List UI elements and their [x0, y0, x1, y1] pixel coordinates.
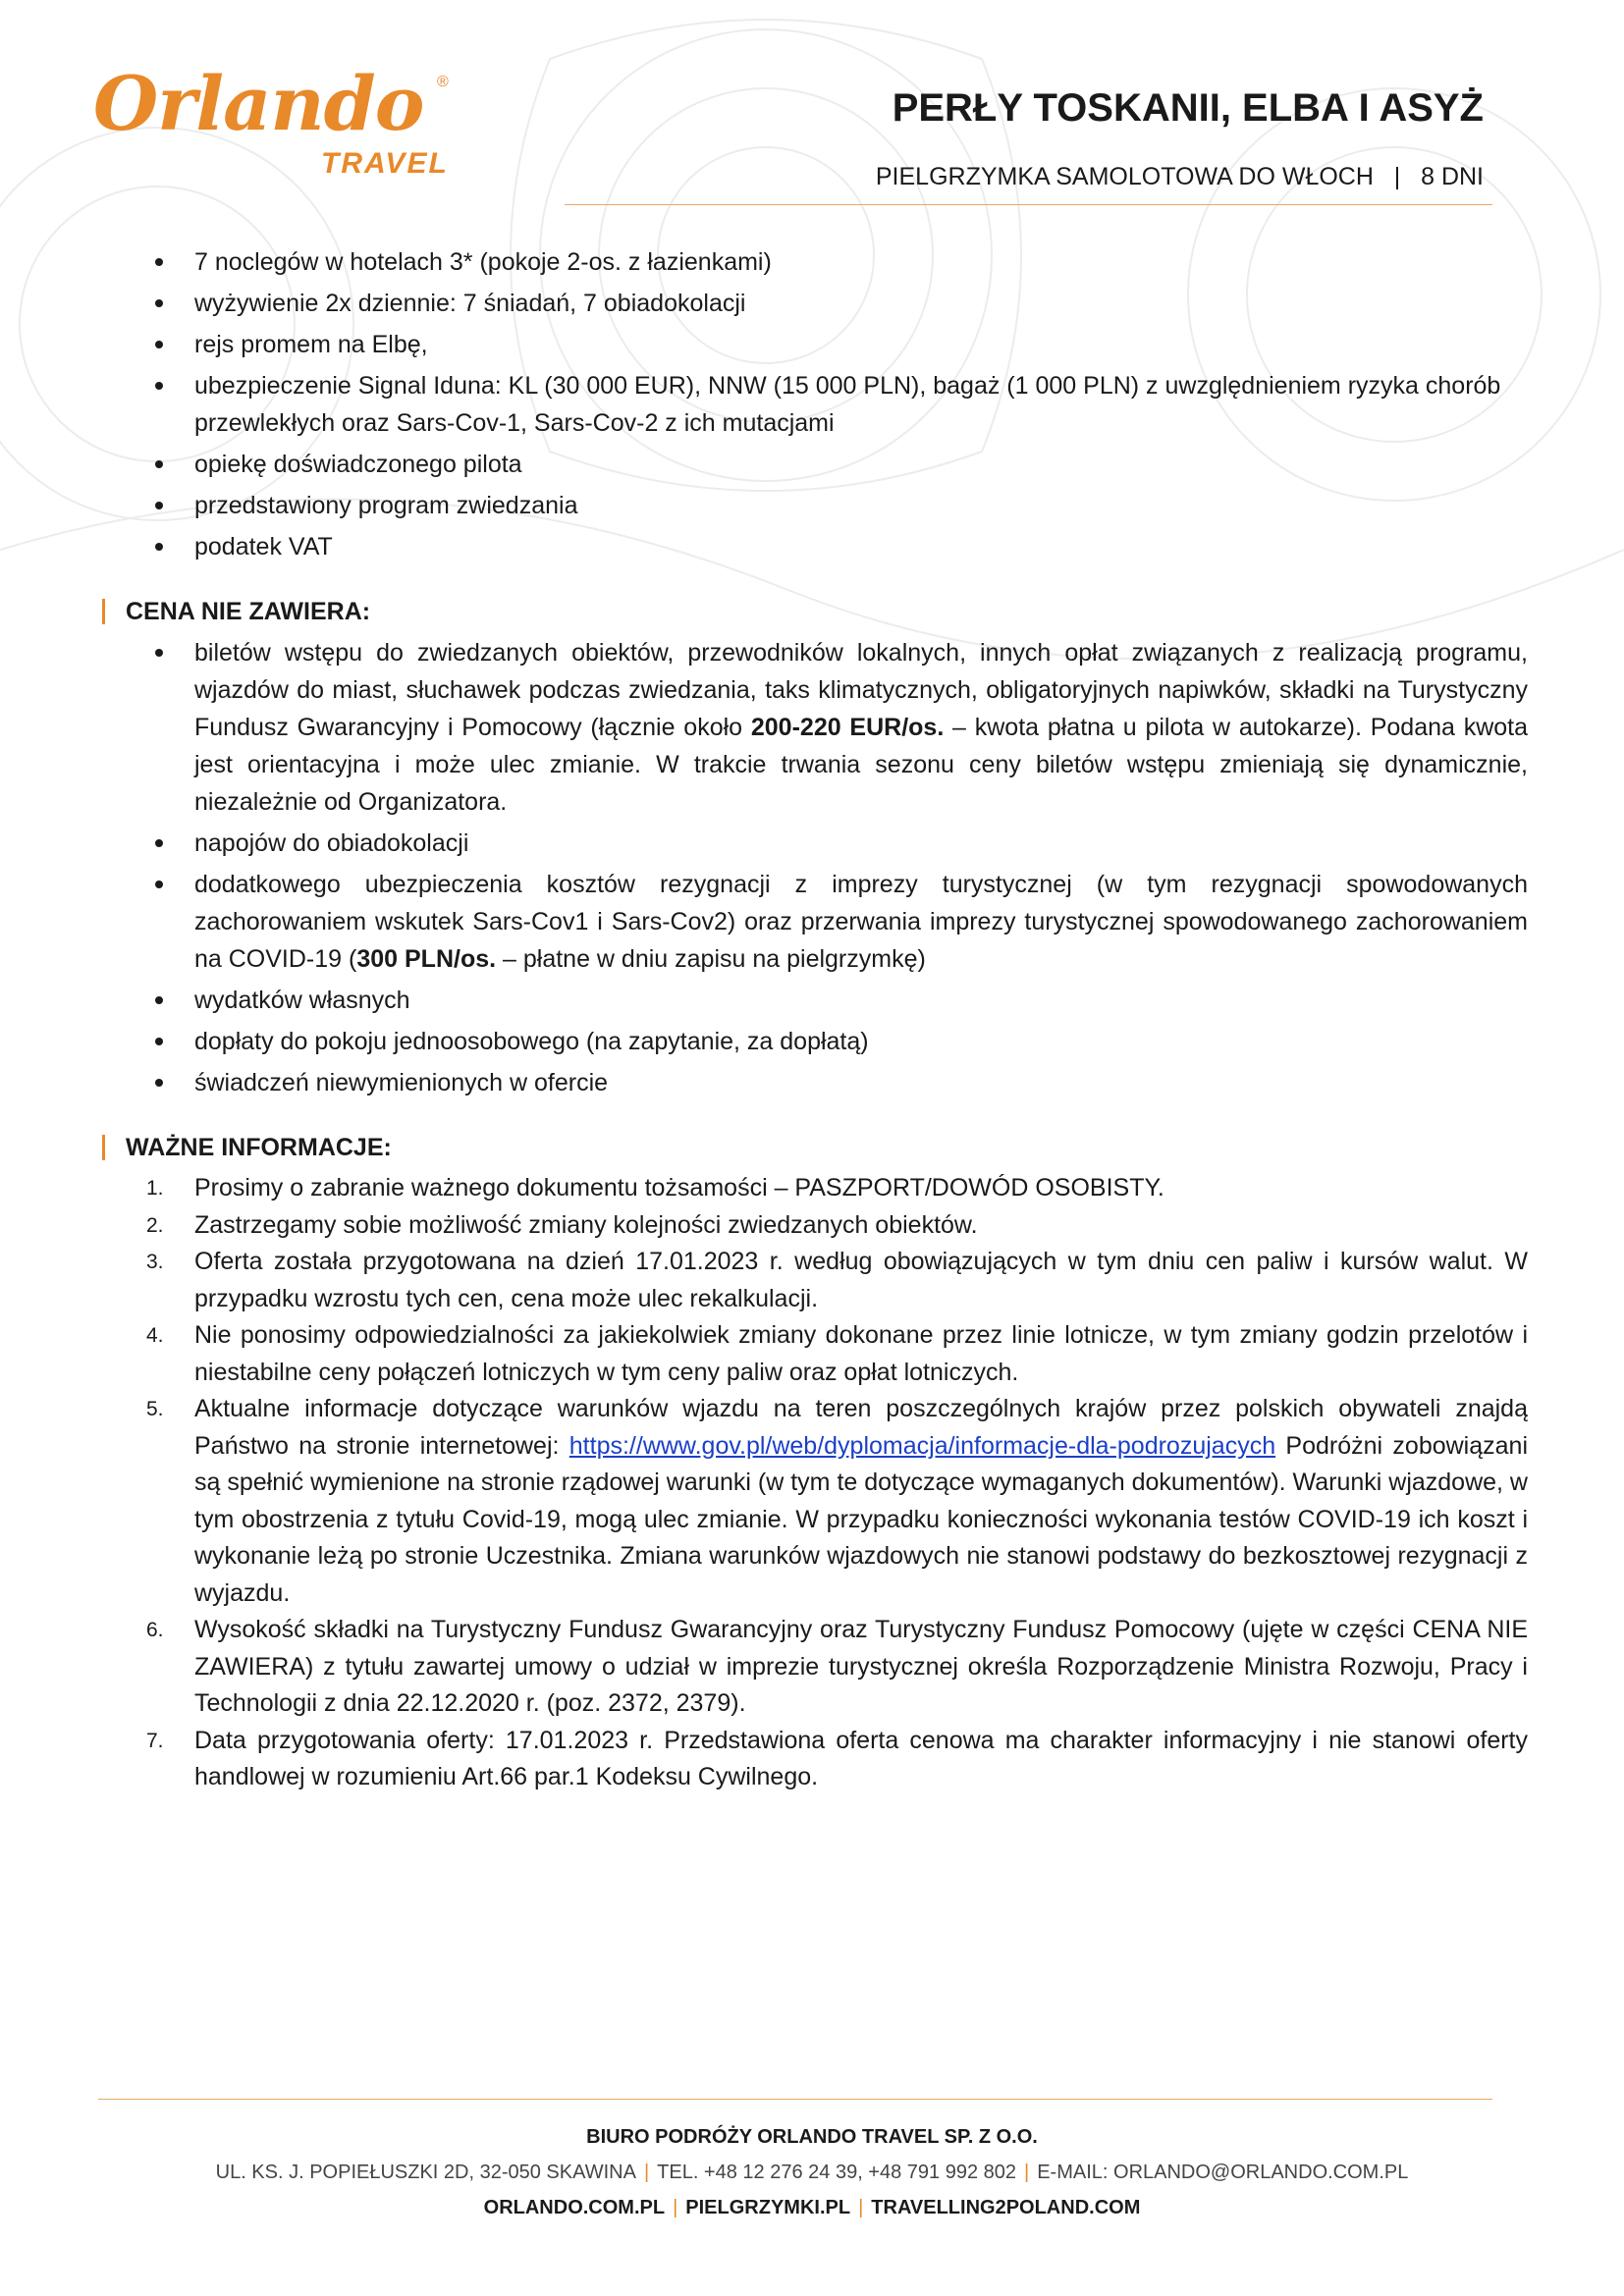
item-text: Data przygotowania oferty: 17.01.2023 r. Przedstawiona oferta cenowa ma charakter informacyjny i nie stanowi oferty handlowej w rozumieniu Art.66 par.1 Kodeksu Cywilnego. — [194, 1726, 1528, 1790]
list-item: 7 noclegów w hotelach 3* (pokoje 2-os. z łazienkami) — [114, 243, 1528, 281]
list-item — [114, 866, 1528, 978]
item-number: 5. — [146, 1398, 164, 1420]
item-number: 3. — [146, 1251, 164, 1273]
footer-company-name: BIURO PODRÓŻY ORLANDO TRAVEL SP. Z O.O. — [586, 2126, 1038, 2148]
trip-type: PIELGRZYMKA SAMOLOTOWA DO WŁOCH — [875, 163, 1374, 190]
document-header — [0, 0, 1624, 211]
price-excludes-list — [114, 634, 1528, 1101]
item-text: Aktualne informacje dotyczące warunków wjazdu na teren poszczególnych krajów przez polskich obywateli znajdą Państwo na stronie internetowej: — [194, 1395, 1528, 1460]
list-item: ubezpieczenie Signal Iduna: KL (30 000 EUR), NNW (15 000 PLN), bagaż (1 000 PLN) z uwzględnieniem ryzyka chorób przewlekłych oraz Sars-Cov-1, Sars-Cov-2 z ich mutacjami — [114, 367, 1528, 442]
footer-site-link[interactable]: TRAVELLING2POLAND.COM — [871, 2197, 1141, 2218]
footer-site-link[interactable]: PIELGRZYMKI.PL — [685, 2197, 851, 2218]
list-item: dopłaty do pokoju jednoosobowego (na zapytanie, za dopłatą) — [114, 1023, 1528, 1060]
subtitle-separator: | — [1393, 163, 1401, 190]
item-price: 300 PLN/os. — [356, 945, 497, 973]
list-item: przedstawiony program zwiedzania — [114, 487, 1528, 524]
heading-accent-bar — [102, 599, 105, 624]
item-number: 1. — [146, 1177, 164, 1200]
item-text: Zastrzegamy sobie możliwość zmiany kolejności zwiedzanych obiektów. — [194, 1210, 978, 1239]
trip-duration: 8 DNI — [1421, 163, 1484, 190]
page-title: PERŁY TOSKANII, ELBA I ASYŻ — [892, 86, 1484, 130]
heading-accent-bar — [102, 1135, 105, 1160]
footer-separator: | — [858, 2197, 864, 2218]
list-item: wyżywienie 2x dziennie: 7 śniadań, 7 obiadokolacji — [114, 285, 1528, 322]
document-body — [114, 243, 1528, 1796]
section-heading-info — [114, 1131, 1528, 1164]
registered-mark: ® — [437, 74, 449, 90]
document-footer — [0, 2120, 1624, 2221]
company-logo — [93, 60, 466, 194]
price-includes-list — [114, 243, 1528, 565]
item-number: 6. — [146, 1619, 164, 1641]
section-heading-text: CENA NIE ZAWIERA: — [126, 598, 371, 625]
list-item — [114, 1244, 1528, 1317]
logo-script-text: Orlando — [93, 60, 424, 147]
footer-site-link[interactable]: ORLANDO.COM.PL — [483, 2197, 666, 2218]
list-item — [114, 1612, 1528, 1723]
footer-websites — [0, 2194, 1624, 2221]
list-item: podatek VAT — [114, 528, 1528, 565]
list-item — [114, 1391, 1528, 1612]
item-number: 7. — [146, 1729, 164, 1752]
item-text: Prosimy o zabranie ważnego dokumentu tożsamości – PASZPORT/DOWÓD OSOBISTY. — [194, 1174, 1164, 1201]
section-heading-text: WAŻNE INFORMACJE: — [126, 1134, 392, 1161]
list-item — [114, 1207, 1528, 1245]
footer-email: E-MAIL: ORLANDO@ORLANDO.COM.PL — [1037, 2162, 1409, 2183]
footer-contact-line — [0, 2159, 1624, 2186]
page-subtitle — [876, 165, 1484, 189]
footer-separator: | — [643, 2162, 650, 2183]
section-heading-excludes — [114, 595, 1528, 628]
important-info-list — [114, 1170, 1528, 1796]
item-text: Podróżni zobowiązani są spełnić wymienione na stronie rządowej warunki (w tym te dotyczące wymaganych dokumentów). Warunki wjazdowe, w tym obostrzenia z tytułu Covid-19, mogą ulec zmianie. W przypadku konieczności wykonania testów COVID-19 ich koszt i wykonanie leżą po stronie Uczestnika. Zmiana warunków wjazdowych nie stanowi podstawy do bezkosztowej rezygnacji z wyjazdu. — [194, 1431, 1528, 1607]
item-text: – kwota płatna u pilota w autokarze). Podana kwota jest orientacyjna i może ulec zmianie. W trakcie trwania sezonu ceny biletów wstępu zmieniają się dynamicznie, niezależnie od Organizatora. — [194, 714, 1529, 816]
item-text: biletów wstępu do zwiedzanych obiektów, przewodników lokalnych, innych opłat związanych z realizacją programu, wjazdów do miast, słuchawek podczas zwiedzania, taks klimatycznych, obligatoryjnych napiwków, składki na Turystyczny Fundusz Gwarancyjny i Pomocowy (łącznie około — [194, 639, 1528, 741]
footer-separator: | — [1024, 2162, 1030, 2183]
list-item: opiekę doświadczonego pilota — [114, 446, 1528, 483]
list-item: napojów do obiadokolacji — [114, 825, 1528, 862]
footer-separator: | — [673, 2197, 678, 2218]
list-item — [114, 1723, 1528, 1796]
item-number: 4. — [146, 1324, 164, 1347]
list-item — [114, 634, 1528, 821]
item-price: 200-220 EUR/os. — [750, 714, 945, 741]
footer-divider — [98, 2099, 1492, 2100]
footer-address: UL. KS. J. POPIEŁUSZKI 2D, 32-050 SKAWINA — [215, 2162, 636, 2183]
item-text: Wysokość składki na Turystyczny Fundusz Gwarancyjny oraz Turystyczny Fundusz Pomocowy (ujęte w części CENA NIE ZAWIERA) z tytułu zawartej umowy o udział w imprezie turystycznej określa Rozporządzenie Ministra Rozwoju, Pracy i Technologii z dnia 22.12.2020 r. (poz. 2372, 2379). — [194, 1616, 1528, 1717]
travel-info-link[interactable]: https://www.gov.pl/web/dyplomacja/informacje-dla-podrozujacych — [568, 1431, 1276, 1460]
list-item: świadczeń niewymienionych w ofercie — [114, 1064, 1528, 1101]
list-item — [114, 1170, 1528, 1207]
item-text: dodatkowego ubezpieczenia kosztów rezygnacji z imprezy turystycznej (w tym rezygnacji spowodowanych zachorowaniem wskutek Sars-Cov1 i Sars-Cov2) oraz przerwania imprezy turystycznej spowodowanego zachorowaniem na COVID-19 ( — [194, 871, 1528, 973]
item-text: Oferta została przygotowana na dzień 17.01.2023 r. według obowiązujących w tym dniu cen paliw i kursów walut. W przypadku wzrostu tych cen, cena może ulec rekalkulacji. — [194, 1248, 1528, 1312]
list-item: rejs promem na Elbę, — [114, 326, 1528, 363]
list-item — [114, 1317, 1528, 1391]
logo-sub-text: TRAVEL — [321, 147, 449, 180]
item-text: Nie ponosimy odpowiedzialności za jakiekolwiek zmiany dokonane przez linie lotnicze, w tym zmiany godzin przelotów i niestabilne ceny połączeń lotniczych w tym ceny paliw oraz opłat lotniczych. — [194, 1321, 1528, 1386]
list-item: wydatków własnych — [114, 982, 1528, 1019]
footer-phone: TEL. +48 12 276 24 39, +48 791 992 802 — [657, 2162, 1017, 2183]
header-divider — [565, 204, 1492, 205]
item-number: 2. — [146, 1213, 164, 1237]
item-text: – płatne w dniu zapisu na pielgrzymkę) — [496, 945, 926, 973]
